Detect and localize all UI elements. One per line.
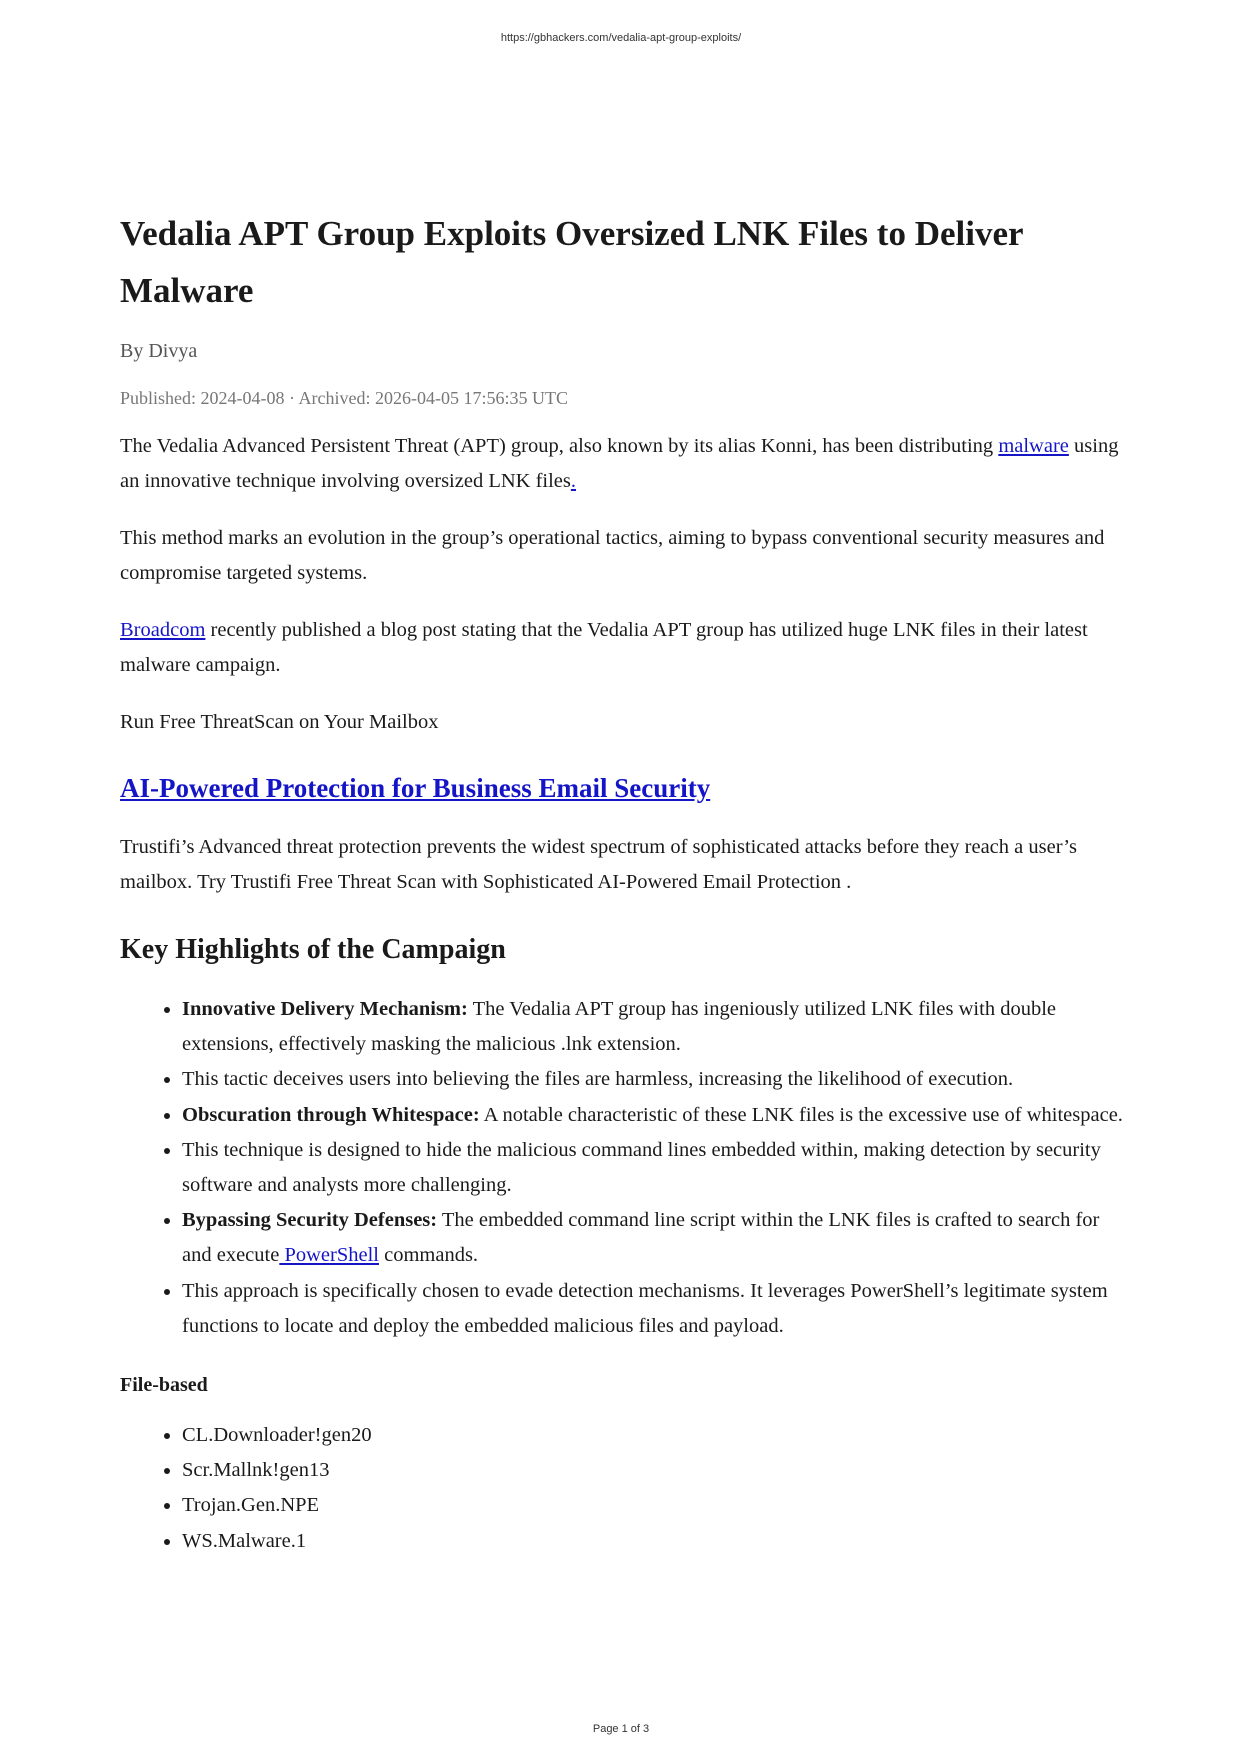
list-item: • Trojan.Gen.NPE xyxy=(182,1488,1130,1523)
paragraph-broadcom-text: recently published a blog post stating that the Vedalia APT group has utilized huge LNK files in their latest malware campaign. xyxy=(120,619,1088,676)
detections-list xyxy=(120,1418,1130,1559)
page-url: https://gbhackers.com/vedalia-apt-group-exploits/ xyxy=(500,32,742,44)
list-item xyxy=(182,1133,1130,1203)
trailing-dot-link[interactable]: . xyxy=(570,470,577,492)
promo-heading xyxy=(120,768,1130,808)
paragraph-intro xyxy=(120,429,1130,499)
list-item: • CL.Downloader!gen20 xyxy=(182,1418,1130,1453)
list-item-text: This tactic deceives users into believing the files are harmless, increasing the likelihood of execution. xyxy=(182,1068,1014,1091)
broadcom-link[interactable]: Broadcom xyxy=(120,619,206,641)
list-item-text-after: commands. xyxy=(378,1244,479,1267)
paragraph-intro-text-2: using an innovative technique involving oversized LNK files xyxy=(120,435,1119,492)
byline: By Divya xyxy=(120,340,198,362)
list-item: • Scr.Mallnk!gen13 xyxy=(182,1453,1130,1488)
list-item-text: A notable characteristic of these LNK files is the excessive use of whitespace. xyxy=(479,1103,1123,1126)
list-item-bold: Obscuration through Whitespace: xyxy=(182,1103,480,1126)
list-item xyxy=(182,1274,1130,1344)
file-based-heading: File-based xyxy=(120,1374,208,1397)
list-item: • WS.Malware.1 xyxy=(182,1524,1130,1559)
highlights-list xyxy=(120,992,1130,1344)
list-item-text: This approach is specifically chosen to evade detection mechanisms. It leverages PowerShell’s legitimate system functions to locate and deploy the embedded malicious files and payload. xyxy=(182,1279,1108,1337)
paragraph-method: This method marks an evolution in the group’s operational tactics, aiming to bypass conventional security measures and compromise targeted systems. xyxy=(120,527,1105,584)
promo-heading-link[interactable]: AI-Powered Protection for Business Email Security xyxy=(120,773,711,803)
list-item-bold: Innovative Delivery Mechanism: xyxy=(182,998,468,1020)
section-heading-highlights: Key Highlights of the Campaign xyxy=(120,934,506,965)
paragraph-broadcom xyxy=(120,613,1130,683)
list-item-text: The Vedalia APT group has ingeniously utilized LNK files with double extensions, effectively masking the malicious .lnk extension. xyxy=(182,998,1056,1056)
article xyxy=(120,205,1130,1581)
promo-text: Trustifi’s Advanced threat protection prevents the widest spectrum of sophisticated attacks before they reach a user’s mailbox. Try Trustifi Free Threat Scan with Sophisticated AI-Powered Email Protection . xyxy=(120,836,1077,893)
list-item xyxy=(182,1098,1130,1133)
list-item-bold: Bypassing Security Defenses: xyxy=(182,1209,438,1232)
publish-meta: Published: 2024-04-08 · Archived: 2026-04-05 17:56:35 UTC xyxy=(120,388,568,408)
list-item xyxy=(182,992,1130,1062)
list-item-text: The embedded command line script within the LNK files is crafted to search for and execute xyxy=(182,1209,1100,1267)
paragraph-intro-text-1: The Vedalia Advanced Persistent Threat (APT) group, also known by its alias Konni, has been distributing xyxy=(120,435,999,457)
list-item xyxy=(182,1203,1130,1273)
page-number: Page 1 of 3 xyxy=(592,1723,650,1735)
article-title: Vedalia APT Group Exploits Oversized LNK Files to Deliver Malware xyxy=(120,214,1023,310)
powershell-link[interactable]: PowerShell xyxy=(279,1244,379,1267)
list-item xyxy=(182,1062,1130,1097)
list-item-text: This technique is designed to hide the malicious command lines embedded within, making detection by security software and analysts more challenging. xyxy=(182,1138,1101,1197)
malware-link[interactable]: malware xyxy=(998,435,1069,457)
promo-label: Run Free ThreatScan on Your Mailbox xyxy=(120,711,439,733)
